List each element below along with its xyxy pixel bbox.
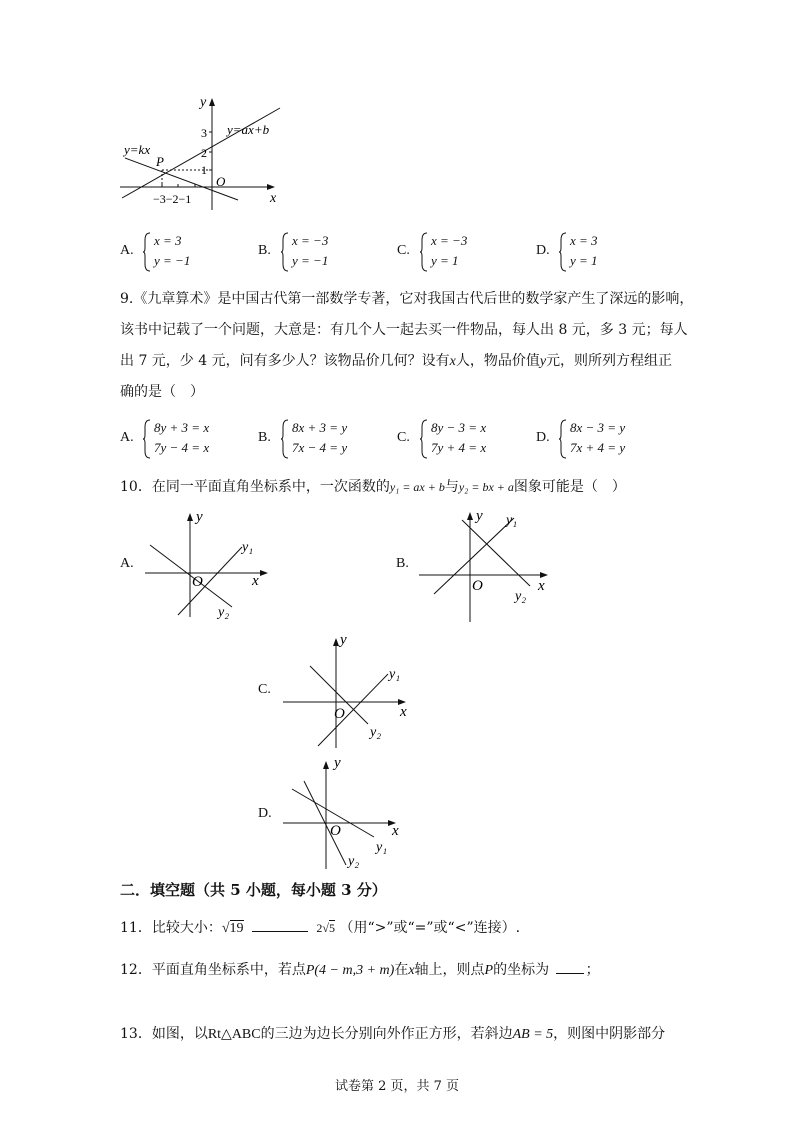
svg-text:x: x: [392, 823, 399, 839]
q10-graph-a: [140, 505, 280, 620]
svg-text:y₂: y₂: [370, 725, 382, 740]
brace-icon: [420, 232, 428, 272]
q8-line1-label: y=kx: [124, 142, 151, 157]
brace-icon: [281, 419, 289, 459]
q8-option-c: x = −3 y = 1: [431, 233, 468, 268]
q9-option-d-letter: D.: [536, 430, 550, 445]
q8-option-a-letter: A.: [120, 243, 134, 258]
q10-option-d-letter: D.: [258, 806, 272, 821]
svg-text:y: y: [334, 755, 341, 771]
q8-ticks-x: −3−2−1: [153, 192, 192, 206]
q9-option-b-letter: B.: [258, 430, 271, 445]
q8-y-label: y: [200, 95, 207, 110]
q10-graph-b: [414, 502, 564, 627]
q8-tick-1: 1: [201, 163, 207, 177]
svg-text:y₁: y₁: [376, 840, 388, 855]
svg-text:y: y: [476, 508, 483, 524]
brace-icon: [559, 419, 567, 459]
two-sqrt-5: 2√5: [316, 921, 336, 935]
q9-line-1: 9.《九章算术》是中国古代第一部数学专著，它对我国古代后世的数学家产生了深远的影响，: [120, 291, 694, 307]
q9-option-c: 8y − 3 = x 7y + 4 = x: [431, 420, 487, 455]
brace-icon: [143, 232, 151, 272]
q8-graph: [110, 90, 290, 215]
svg-text:y₂: y₂: [515, 589, 527, 604]
q8-option-c-letter: C.: [397, 243, 410, 258]
brace-icon: [559, 232, 567, 272]
q8-origin: O: [216, 174, 226, 189]
q10-graph-d: [278, 753, 418, 873]
svg-text:O: O: [472, 578, 483, 594]
answer-blank[interactable]: [252, 931, 308, 932]
q8-option-b-letter: B.: [258, 243, 271, 258]
svg-text:y₂: y₂: [218, 605, 230, 620]
q9-option-a-letter: A.: [120, 430, 134, 445]
svg-text:O: O: [334, 706, 345, 722]
svg-text:y: y: [340, 632, 347, 648]
q10-option-b-letter: B.: [396, 556, 409, 571]
q9-option-b: 8x + 3 = y 7x − 4 = y: [292, 420, 348, 455]
q11: 11．比较大小：√19 2√5 （用“>”或“=”或“<”连接）.: [120, 920, 521, 936]
q10-stem: 10．在同一平面直角坐标系中，一次函数的y₁ = ax + b与y₂ = bx + a图象可能是（ ）: [120, 479, 626, 495]
svg-text:y: y: [196, 509, 203, 525]
q8-point-p: P: [156, 154, 164, 169]
q12: 12．平面直角坐标系中，若点P(4 − m,3 + m)在x轴上，则点P的坐标为 ；: [120, 962, 600, 978]
section-heading: 二．填空题（共 5 小题，每小题 3 分）: [120, 881, 387, 899]
svg-text:O: O: [192, 574, 203, 590]
q8-x-label: x: [270, 191, 277, 206]
q9-line-3: 出 7 元，少 4 元，问有多少人？该物品价几何？设有x人，物品价值y元，则所列方程组正: [120, 353, 673, 369]
q9-line-2: 该书中记载了一个问题，大意是：有几个人一起去买一件物品，每人出 8 元，多 3 元；每人: [120, 322, 688, 338]
q8-tick-2: 2: [201, 146, 207, 160]
q10-option-c-letter: C.: [258, 682, 271, 697]
brace-icon: [281, 232, 289, 272]
svg-text:y₁: y₁: [242, 540, 254, 555]
svg-text:O: O: [330, 823, 341, 839]
q10-option-a-letter: A.: [120, 556, 134, 571]
q8-option-d-letter: D.: [536, 243, 550, 258]
q10-graph-c: [278, 628, 418, 753]
q9-option-a: 8y + 3 = x 7y − 4 = x: [154, 420, 210, 455]
svg-text:x: x: [252, 573, 259, 589]
sqrt-19: √19: [221, 921, 244, 936]
q9-option-d: 8x − 3 = y 7x + 4 = y: [570, 420, 626, 455]
svg-text:x: x: [538, 578, 545, 594]
q9-option-c-letter: C.: [397, 430, 410, 445]
q8-tick-3: 3: [201, 126, 207, 140]
q8-line2-label: y=ax+b: [227, 122, 270, 137]
svg-text:y₁: y₁: [389, 667, 401, 682]
q8-option-d: x = 3 y = 1: [570, 233, 598, 268]
q9-line-4: 确的是（ ）: [120, 384, 204, 400]
svg-text:x: x: [400, 704, 407, 720]
q8-option-a: x = 3 y = −1: [154, 233, 191, 268]
brace-icon: [143, 419, 151, 459]
page-footer: 试卷第 2 页，共 7 页: [334, 1079, 460, 1094]
svg-text:y₂: y₂: [348, 854, 360, 869]
svg-text:y₁: y₁: [506, 513, 518, 528]
q13: 13．如图，以Rt△ABC的三边为边长分别向外作正方形，若斜边AB = 5，则图中阴影部分: [120, 1026, 666, 1042]
answer-blank[interactable]: [556, 973, 584, 974]
q8-option-b: x = −3 y = −1: [292, 233, 329, 268]
brace-icon: [420, 419, 428, 459]
